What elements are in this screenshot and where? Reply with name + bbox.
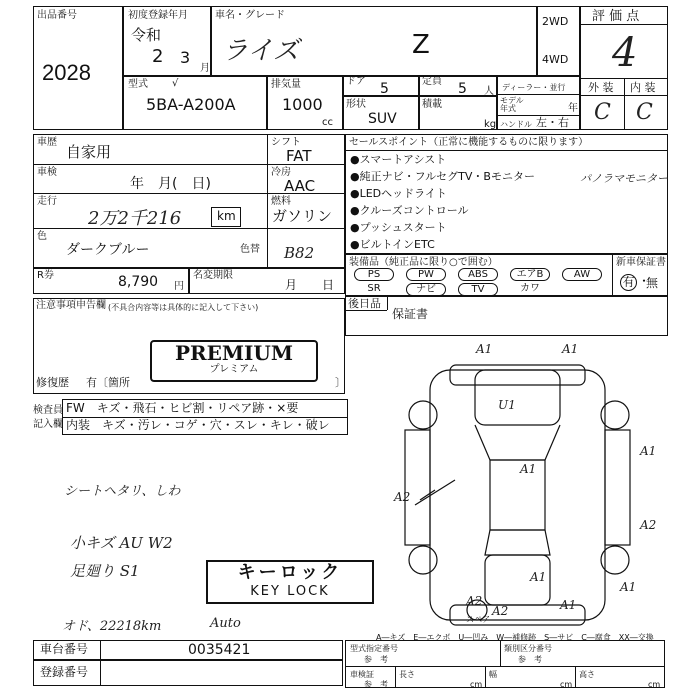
- damage-mark: A1: [640, 444, 657, 458]
- warranty-no: 無: [646, 276, 659, 290]
- lot-number: 2028: [42, 60, 91, 85]
- color-label: 色: [37, 231, 47, 242]
- selling-point-item: ●純正ナビ・フルセグTV・Bモニター: [350, 170, 535, 183]
- ref2: 参 考: [518, 655, 542, 664]
- equipment-item: TV: [458, 283, 498, 296]
- dealer-label: ディーラー・並行: [502, 83, 566, 92]
- equipment-item: カワ: [520, 283, 540, 294]
- selling-point-item: ●スマートアシスト: [350, 153, 447, 166]
- tax-box: [33, 268, 189, 294]
- color-code: B82: [284, 244, 315, 262]
- equipment-item: エアB: [510, 268, 550, 281]
- reg-year: 2: [152, 46, 164, 67]
- damage-mark: A2: [394, 490, 411, 504]
- name-label: 車名・グレード: [215, 10, 285, 21]
- selling-point-item: ●クルーズコントロール: [350, 204, 469, 217]
- capacity-label: 定員: [422, 76, 442, 87]
- ac-label: 冷房: [271, 167, 291, 178]
- damage-mark: A1: [562, 342, 579, 356]
- inspector-row1: FW キズ・飛石・ヒビ割・リペア跡・×要: [66, 401, 299, 415]
- equipment-item: ABS: [458, 268, 498, 281]
- load-unit: kg: [484, 119, 497, 130]
- disp-label: 排気量: [271, 79, 301, 90]
- history-value: 自家用: [66, 143, 112, 161]
- hw-line2: 小キズ AU W2: [70, 534, 173, 552]
- doors-label: ドア: [346, 76, 366, 87]
- expiry-label: 名変期限: [193, 270, 233, 281]
- length-label: 長さ: [399, 670, 415, 679]
- grade: Z: [412, 30, 430, 60]
- selling-point-item: ●ビルトインETC: [350, 238, 435, 251]
- model-spec-label: 型式指定番号: [350, 644, 398, 653]
- load-label: 積載: [422, 99, 442, 110]
- notes-sub: (不具合内容等は具体的に記入して下さい): [108, 303, 259, 312]
- equipment-item: PW: [406, 268, 446, 281]
- ac: AAC: [284, 177, 316, 195]
- selling-point-item: ●プッシュスタート: [350, 221, 447, 234]
- equipment-item: PS: [354, 268, 394, 281]
- key-lock-en: KEY LOCK: [250, 584, 330, 599]
- aftermarket-label: 後日品: [348, 297, 381, 310]
- reg-month: 3: [180, 48, 191, 67]
- month-unit: 月: [200, 63, 210, 74]
- class-label: 類別区分番号: [504, 644, 552, 653]
- expiry-day: 日: [322, 278, 335, 292]
- ref3: 参 考: [364, 680, 388, 689]
- tax-amount: 8,790: [118, 274, 159, 290]
- shape-label: 形状: [346, 99, 366, 110]
- selling-point-item: ●LEDヘッドライト: [350, 187, 447, 200]
- ref1: 参 考: [364, 655, 388, 664]
- capacity: 5: [458, 81, 467, 97]
- model-code: 5BA-A200A: [146, 95, 236, 114]
- damage-mark: U1: [498, 398, 516, 412]
- equipment-item: SR: [367, 283, 381, 294]
- color: ダークブルー: [66, 242, 150, 258]
- damage-mark: A1: [476, 342, 493, 356]
- damage-legend: A―キズ E―エクボ U―凹み W―補修跡 S―サビ C―腐食 XX―交換: [376, 633, 654, 642]
- aftermarket-value: 保証書: [392, 307, 429, 321]
- equipment-item: ナビ: [406, 283, 446, 296]
- era: 令和: [131, 26, 162, 44]
- damage-mark: A2: [466, 594, 483, 608]
- selling-points-title: セールスポイント（正常に機能するものに限ります）: [349, 137, 589, 148]
- model-label: 型式: [128, 79, 148, 90]
- warranty-label: 新車保証書: [616, 257, 666, 268]
- disp-unit: cc: [322, 117, 333, 128]
- damage-mark: A1: [520, 462, 537, 476]
- score-label: 評 価 点: [592, 9, 640, 24]
- fuel-label: 燃料: [271, 196, 291, 207]
- handle: 左・右: [536, 116, 569, 129]
- inspection-value: 年 月( 日): [130, 176, 211, 192]
- width-cm: cm: [560, 680, 573, 689]
- ext-label: 外 装: [588, 81, 614, 94]
- damage-mark: A2: [640, 518, 657, 532]
- inspector-label1: 検査員: [33, 405, 63, 416]
- year-unit: 年: [568, 103, 578, 114]
- repair-label: 修復歴: [36, 376, 69, 389]
- drive-2wd: 2WD: [542, 15, 569, 28]
- hw-line4: オド、22218km: [62, 619, 162, 634]
- mileage-label: 走行: [37, 196, 57, 207]
- selling-points-handwritten: パノラマモニター: [580, 172, 668, 185]
- score: 4: [612, 30, 638, 76]
- fuel: ガソリン: [272, 207, 333, 225]
- hw-line4b: Auto: [210, 616, 241, 631]
- hw-line3: 足廻り S1: [70, 562, 140, 580]
- int-label: 内 装: [630, 81, 656, 94]
- model-year-label: モデル年式: [500, 96, 524, 113]
- damage-mark: A1: [560, 598, 577, 612]
- length-cm: cm: [470, 680, 483, 689]
- width-label: 幅: [489, 670, 497, 679]
- equipment-title: 装備品（純正品に限り○で囲む）: [349, 257, 498, 268]
- hw-line1: シートヘタリ、しわ: [64, 484, 181, 499]
- chassis: 0035421: [188, 642, 251, 658]
- shift: FAT: [286, 147, 312, 165]
- inspector-label2: 記入欄: [33, 419, 63, 430]
- inspection-label: 車検: [37, 167, 57, 178]
- shape: SUV: [368, 111, 397, 127]
- damage-mark: A1: [620, 580, 637, 594]
- car-name: ライズ: [222, 36, 299, 66]
- warranty-yes: 有: [620, 274, 637, 291]
- lot-label: 出品番号: [37, 10, 77, 21]
- int-grade: C: [636, 100, 653, 125]
- damage-mark: A2: [492, 604, 509, 618]
- displacement: 1000: [282, 95, 323, 114]
- tax-label: R券: [37, 270, 54, 281]
- height-label: 高さ: [579, 670, 595, 679]
- damage-mark: A1: [530, 570, 547, 584]
- repair-value: 有〔箇所: [86, 376, 130, 389]
- height-cm: cm: [648, 680, 661, 689]
- chassis-label: 車台番号: [40, 642, 89, 656]
- doors: 5: [380, 81, 389, 97]
- dims-label: 車検証: [350, 670, 374, 679]
- reg-label: 登録番号: [40, 665, 89, 679]
- inspector-row2: 内装 キズ・汚レ・コゲ・穴・スレ・キレ・破レ: [66, 418, 330, 432]
- drive-4wd: 4WD: [542, 53, 569, 66]
- shift-label: シフト: [271, 137, 301, 148]
- mileage: 2万2千216: [88, 208, 182, 229]
- history-label: 車歴: [37, 137, 57, 148]
- premium-stamp: [150, 340, 318, 382]
- notes-label: 注意事項申告欄: [36, 300, 106, 311]
- handle-label: ハンドル: [500, 120, 532, 129]
- key-lock-jp: キーロック: [237, 562, 343, 583]
- capacity-unit: 人: [484, 86, 494, 97]
- equipment-item: AW: [562, 268, 602, 281]
- key-lock-stamp: [206, 560, 374, 604]
- premium-text: PREMIUM: [175, 341, 293, 365]
- tax-unit: 円: [174, 281, 184, 292]
- mileage-unit: km: [217, 209, 236, 223]
- first-reg-label: 初度登録年月: [128, 10, 188, 21]
- diagram-spare: スペア: [466, 615, 490, 624]
- expiry-month: 月: [285, 278, 298, 292]
- ext-grade: C: [594, 100, 611, 125]
- color-change-label: 色替: [240, 244, 260, 255]
- premium-kana: プレミアム: [209, 364, 259, 375]
